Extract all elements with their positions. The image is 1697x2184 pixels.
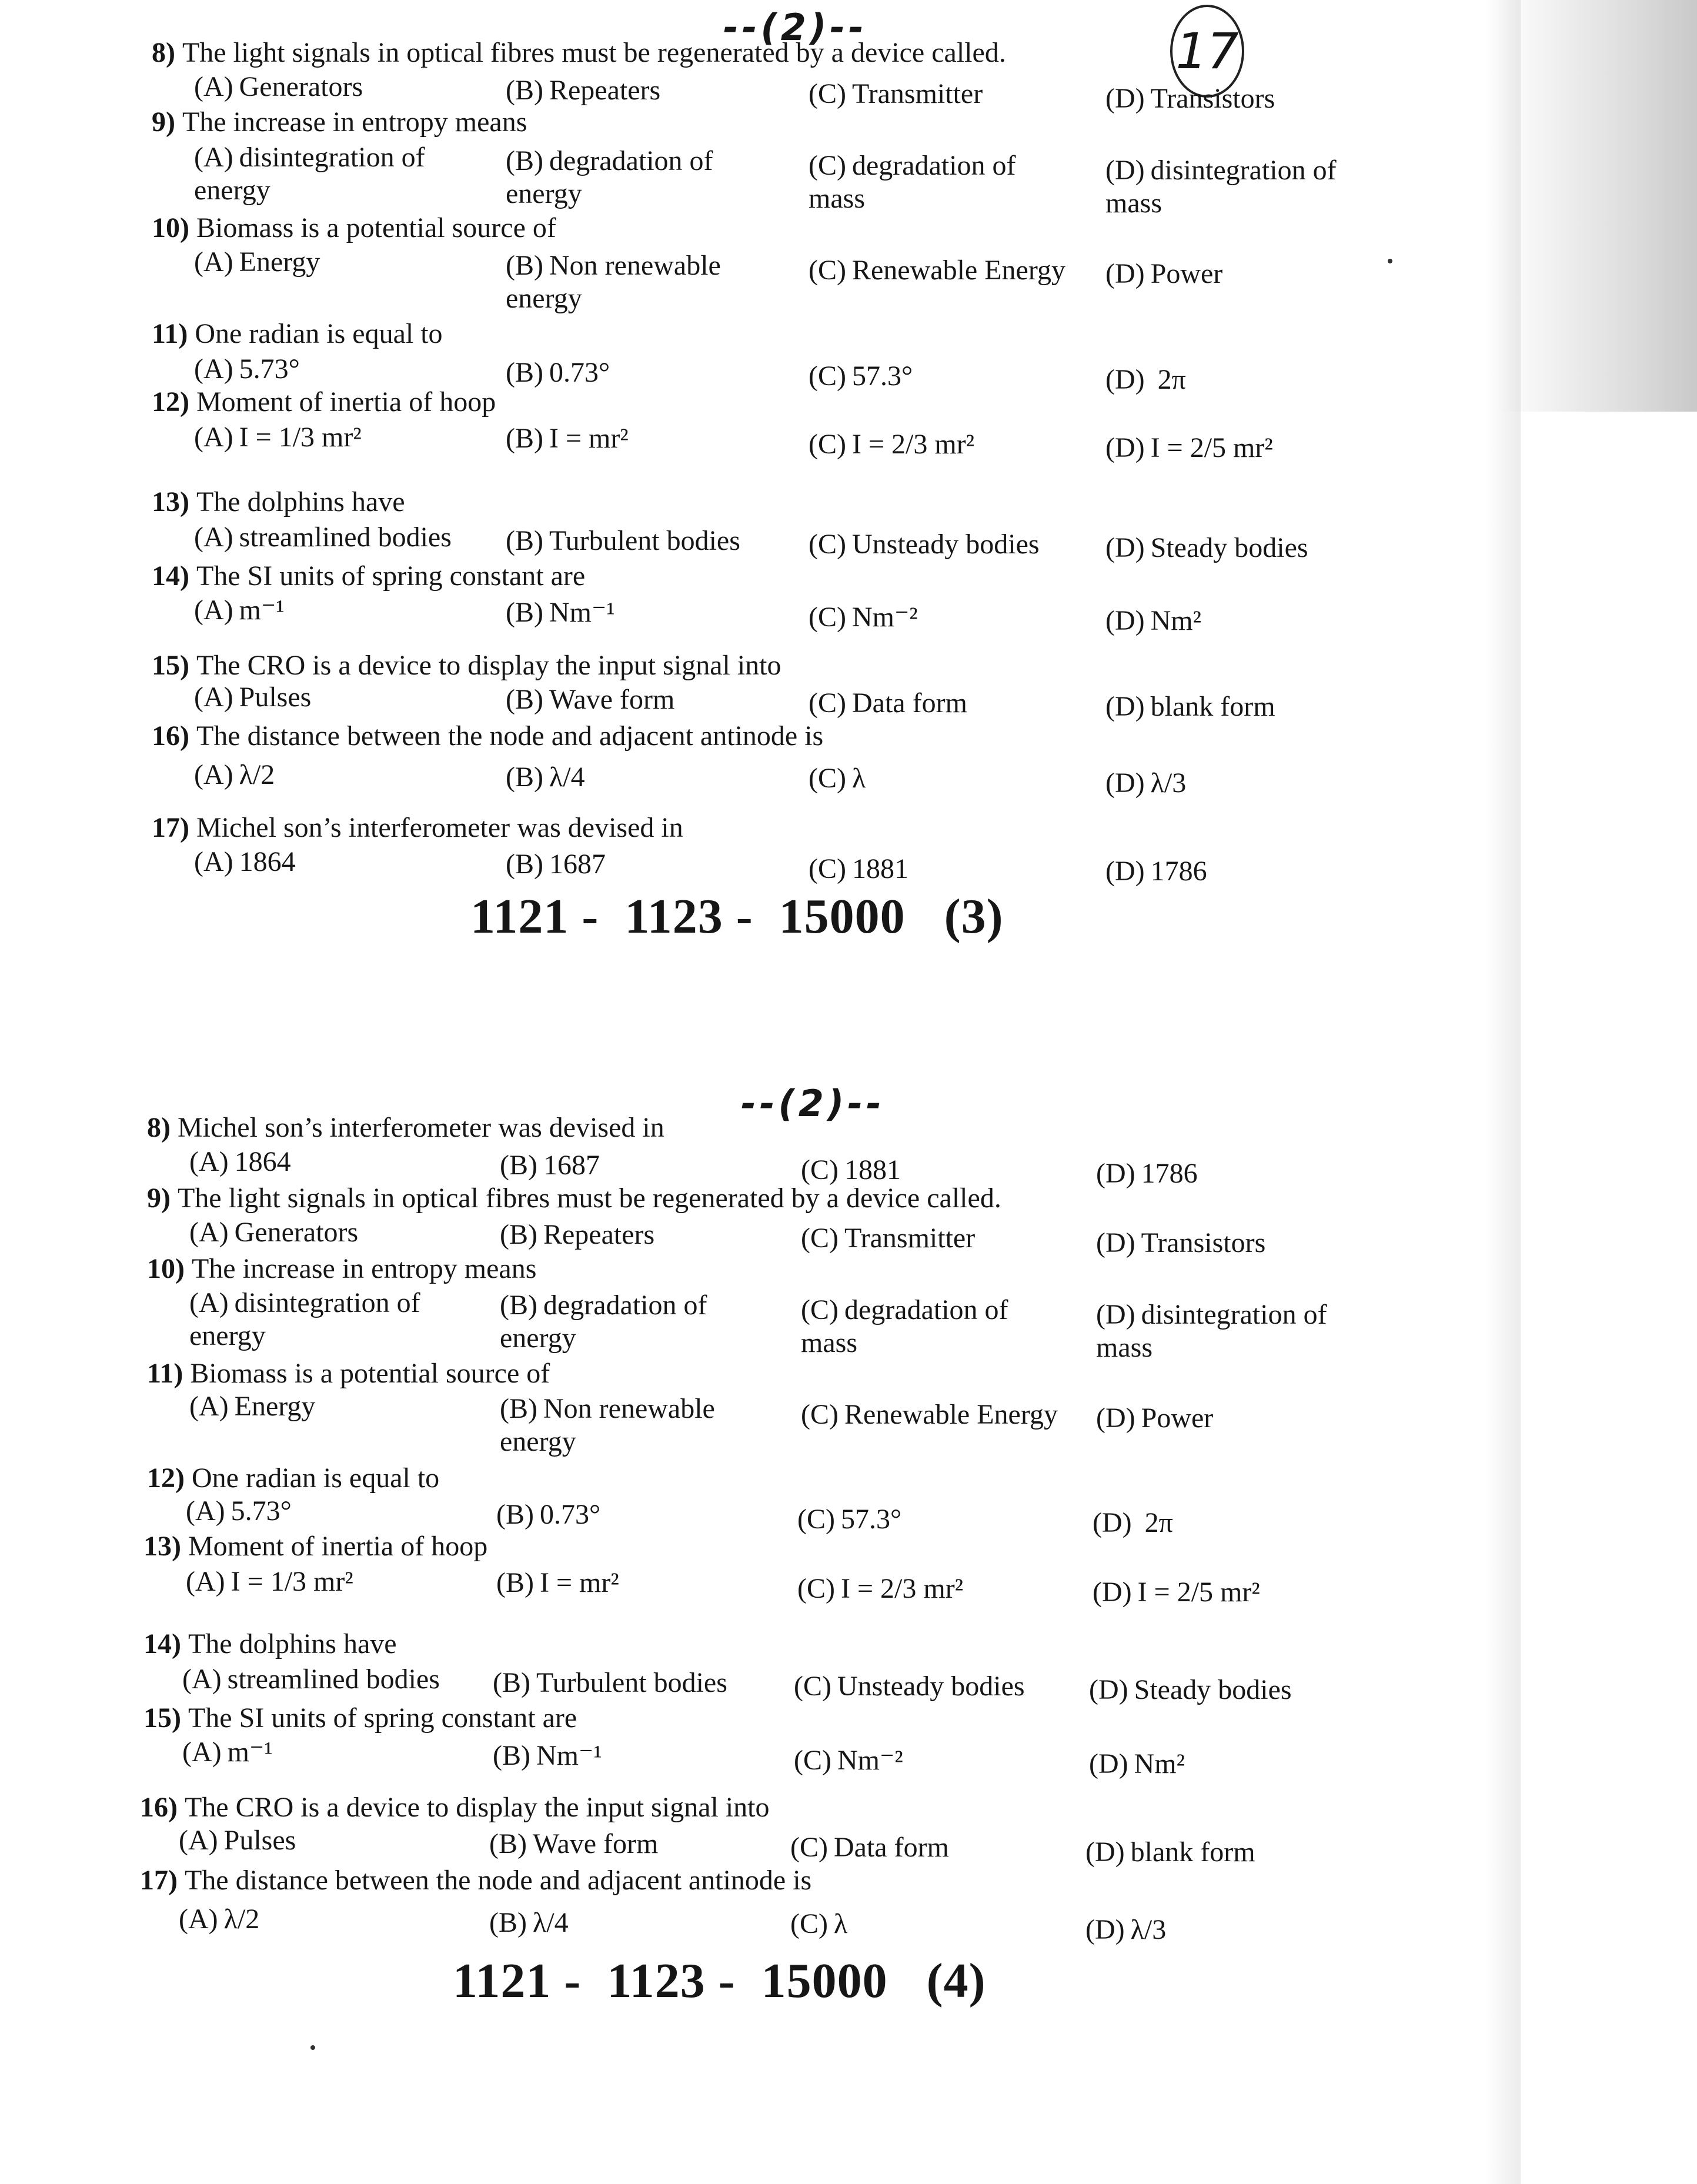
- question-stem: 10) Biomass is a potential source of: [152, 212, 556, 243]
- option-d: (D) Steady bodies: [1089, 1674, 1292, 1705]
- question-stem: 9) The increase in entropy means: [152, 106, 527, 138]
- option-c: (C) 57.3°: [809, 360, 913, 392]
- option-c: (C) 1881: [809, 853, 908, 884]
- option-d: (D) Nm²: [1089, 1748, 1185, 1779]
- paper-code-footer: 1121 - 1123 - 15000 (3): [470, 889, 1004, 944]
- option-c: (C) I = 2/3 mr²: [809, 429, 975, 460]
- option-b: (B) Nm⁻¹: [493, 1740, 602, 1771]
- option-a: (A) m⁻¹: [194, 595, 285, 626]
- question-stem: 9) The light signals in optical fibres must be regenerated by a device called.: [147, 1183, 1001, 1214]
- option-b: (B) Repeaters: [500, 1219, 655, 1250]
- option-a: (A) 5.73°: [194, 353, 300, 385]
- option-a: (A) λ/2: [194, 759, 275, 790]
- question-stem: 8) Michel son’s interferometer was devised in: [147, 1112, 664, 1143]
- option-c: (C) λ: [809, 763, 866, 794]
- circled-number-mark: 17: [1170, 5, 1244, 98]
- option-c: (C) degradation of mass: [801, 1294, 1008, 1358]
- option-b: (B) 1687: [500, 1150, 600, 1181]
- option-b: (B) Repeaters: [506, 75, 661, 106]
- option-d: (D) Steady bodies: [1105, 532, 1308, 563]
- option-a: (A) 1864: [194, 846, 296, 877]
- option-b: (B) Turbulent bodies: [506, 525, 740, 556]
- option-c: (C) λ: [790, 1908, 848, 1939]
- option-d: (D) blank form: [1085, 1836, 1255, 1868]
- option-c: (C) Transmitter: [801, 1223, 976, 1254]
- question-stem: 10) The increase in entropy means: [147, 1253, 537, 1284]
- question-stem: 12) Moment of inertia of hoop: [152, 386, 496, 418]
- option-b: (B) Non renewable energy: [500, 1393, 715, 1457]
- option-c: (C) Renewable Energy: [801, 1399, 1058, 1430]
- option-d: (D) disintegration of mass: [1096, 1299, 1327, 1363]
- option-b: (B) I = mr²: [496, 1567, 619, 1598]
- option-b: (B) Non renewable energy: [506, 250, 721, 314]
- option-d: (D) Transistors: [1096, 1227, 1266, 1258]
- option-d: (D) disintegration of mass: [1105, 155, 1337, 219]
- option-a: (A) Generators: [189, 1217, 359, 1248]
- option-d: (D) Power: [1105, 258, 1223, 289]
- option-b: (B) 1687: [506, 849, 606, 880]
- option-a: (A) Generators: [194, 71, 363, 102]
- question-paper-1: [0, 0, 1697, 1053]
- question-stem: 14) The SI units of spring constant are: [152, 560, 586, 592]
- scan-speck: [1388, 259, 1392, 263]
- option-b: (B) λ/4: [506, 762, 585, 793]
- option-a: (A) m⁻¹: [182, 1736, 273, 1768]
- option-d: (D) I = 2/5 mr²: [1093, 1577, 1260, 1608]
- handwritten-page-mark: --(2)--: [741, 1082, 885, 1125]
- option-b: (B) 0.73°: [506, 357, 610, 388]
- question-stem: 8) The light signals in optical fibres must be regenerated by a device called.: [152, 37, 1006, 68]
- option-c: (C) Nm⁻²: [809, 602, 918, 633]
- option-c: (C) Unsteady bodies: [794, 1671, 1025, 1702]
- option-d: (D) 1786: [1096, 1158, 1198, 1189]
- question-stem: 11) One radian is equal to: [152, 318, 443, 349]
- option-c: (C) Renewable Energy: [809, 255, 1065, 286]
- option-b: (B) I = mr²: [506, 423, 629, 454]
- paper-code-footer: 1121 - 1123 - 15000 (4): [453, 1953, 986, 2008]
- option-d: (D) Transistors: [1105, 83, 1275, 114]
- question-stem: 15) The SI units of spring constant are: [143, 1702, 577, 1734]
- option-b: (B) degradation of energy: [500, 1290, 707, 1354]
- option-a: (A) I = 1/3 mr²: [194, 422, 362, 453]
- option-c: (C) Nm⁻²: [794, 1745, 903, 1776]
- option-b: (B) Turbulent bodies: [493, 1667, 727, 1698]
- option-d: (D) λ/3: [1085, 1914, 1167, 1945]
- option-d: (D) blank form: [1105, 691, 1275, 722]
- option-c: (C) 1881: [801, 1154, 901, 1185]
- option-b: (B) 0.73°: [496, 1499, 601, 1530]
- option-a: (A) disintegration of energy: [189, 1287, 420, 1351]
- option-a: (A) streamlined bodies: [182, 1664, 440, 1695]
- question-stem: 14) The dolphins have: [143, 1628, 397, 1659]
- handwritten-page-mark: --(2)--: [723, 6, 867, 49]
- scan-speck: [310, 2045, 315, 2050]
- option-c: (C) Unsteady bodies: [809, 529, 1040, 560]
- option-b: (B) λ/4: [489, 1907, 569, 1938]
- option-d: (D) I = 2/5 mr²: [1105, 432, 1273, 463]
- question-stem: 16) The CRO is a device to display the input signal into: [140, 1792, 770, 1823]
- option-b: (B) Nm⁻¹: [506, 597, 615, 628]
- question-stem: 11) Biomass is a potential source of: [147, 1358, 550, 1389]
- option-c: (C) Data form: [809, 687, 967, 719]
- option-c: (C) degradation of mass: [809, 150, 1016, 214]
- option-a: (A) streamlined bodies: [194, 522, 452, 553]
- option-b: (B) Wave form: [506, 684, 675, 715]
- option-a: (A) Pulses: [194, 682, 312, 713]
- question-paper-2: [0, 1082, 1697, 2135]
- option-d: (D) Power: [1096, 1402, 1214, 1434]
- option-c: (C) Data form: [790, 1832, 949, 1863]
- option-a: (A) 1864: [189, 1146, 291, 1177]
- option-d: (D) 1786: [1105, 856, 1207, 887]
- question-stem: 17) Michel son’s interferometer was devised in: [152, 812, 683, 843]
- option-a: (A) Energy: [189, 1391, 316, 1422]
- option-c: (C) I = 2/3 mr²: [797, 1573, 964, 1604]
- question-stem: 13) Moment of inertia of hoop: [143, 1531, 488, 1562]
- option-a: (A) disintegration of energy: [194, 142, 425, 206]
- question-stem: 17) The distance between the node and adjacent antinode is: [140, 1865, 812, 1896]
- option-b: (B) Wave form: [489, 1828, 659, 1859]
- option-a: (A) Energy: [194, 246, 320, 278]
- question-stem: 15) The CRO is a device to display the input signal into: [152, 650, 781, 681]
- option-d: (D) 2π: [1105, 364, 1186, 395]
- option-a: (A) 5.73°: [186, 1495, 292, 1527]
- option-d: (D) λ/3: [1105, 767, 1187, 799]
- option-c: (C) 57.3°: [797, 1504, 902, 1535]
- option-c: (C) Transmitter: [809, 78, 983, 109]
- option-d: (D) Nm²: [1105, 605, 1202, 636]
- option-d: (D) 2π: [1093, 1507, 1173, 1538]
- option-a: (A) λ/2: [179, 1904, 260, 1935]
- question-stem: 16) The distance between the node and adjacent antinode is: [152, 720, 824, 752]
- question-stem: 12) One radian is equal to: [147, 1462, 440, 1494]
- question-stem: 13) The dolphins have: [152, 486, 405, 517]
- option-a: (A) Pulses: [179, 1825, 296, 1856]
- option-b: (B) degradation of energy: [506, 145, 713, 209]
- option-a: (A) I = 1/3 mr²: [186, 1566, 353, 1597]
